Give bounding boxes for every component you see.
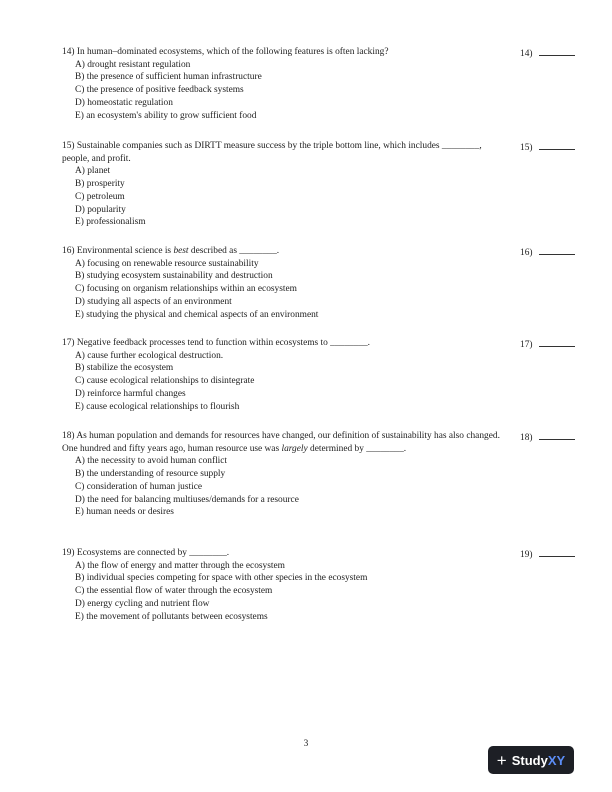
option-b: B) prosperity	[75, 179, 125, 190]
answer-number: 16)	[520, 248, 533, 258]
option-d: D) energy cycling and nutrient flow	[75, 598, 210, 609]
option-d: D) studying all aspects of an environment	[75, 296, 232, 307]
question-18-stem	[62, 430, 510, 455]
stem-text: 16) Environmental science is	[62, 246, 174, 256]
answer-number: 14)	[520, 49, 533, 59]
stem-text: 18) As human population and demands for resources have changed, our definition of sustainability has also changed. One hundred and fifty years ago, human resource use was	[62, 431, 500, 454]
answer-blank[interactable]	[539, 547, 575, 557]
option-b: B) the understanding of resource supply	[75, 469, 226, 480]
answer-number: 15)	[520, 143, 533, 153]
answer-slot-14	[520, 46, 574, 61]
option-a: A) focusing on renewable resource sustainability	[75, 258, 259, 269]
option-c: C) consideration of human justice	[75, 481, 203, 492]
question-17	[62, 337, 582, 413]
question-18-options	[62, 455, 582, 519]
page-number: 3	[303, 739, 309, 749]
option-e: E) human needs or desires	[75, 507, 174, 518]
option-d: D) reinforce harmful changes	[75, 388, 186, 399]
question-17-options	[62, 350, 582, 414]
question-16	[62, 245, 582, 321]
question-19	[62, 547, 582, 623]
option-e: E) cause ecological relationships to flourish	[75, 401, 240, 412]
option-c: C) cause ecological relationships to disintegrate	[75, 376, 255, 387]
answer-blank[interactable]	[539, 140, 575, 150]
option-a: A) the necessity to avoid human conflict	[75, 456, 228, 467]
answer-blank[interactable]	[539, 430, 575, 440]
question-17-stem: 17) Negative feedback processes tend to function within ecosystems to ________.	[62, 338, 370, 348]
option-e: E) studying the physical and chemical aspects of an environment	[75, 309, 319, 320]
answer-slot-18	[520, 430, 574, 445]
option-a: A) drought resistant regulation	[75, 59, 191, 70]
question-16-stem	[62, 245, 510, 258]
option-e: E) the movement of pollutants between ecosystems	[75, 611, 268, 622]
question-14-options	[62, 59, 582, 123]
option-b: B) stabilize the ecosystem	[75, 363, 174, 374]
answer-slot-17	[520, 337, 574, 352]
option-a: A) planet	[75, 166, 111, 177]
stem-emphasis: best	[173, 246, 189, 256]
option-a: A) cause further ecological destruction.	[75, 350, 224, 361]
question-15-stem: 15) Sustainable companies such as DIRTT measure success by the triple bottom line, which includes ________, people, and profit.	[62, 141, 482, 164]
answer-slot-16	[520, 245, 574, 260]
answer-number: 18)	[520, 433, 533, 443]
stem-text: described as ________.	[188, 246, 280, 256]
option-c: C) petroleum	[75, 191, 125, 202]
question-18	[62, 430, 582, 519]
answer-blank[interactable]	[539, 245, 575, 255]
stem-text: determined by ________.	[307, 443, 407, 454]
answer-slot-19	[520, 547, 574, 562]
answer-number: 19)	[520, 550, 533, 560]
option-d: D) homeostatic regulation	[75, 97, 173, 108]
logo-text-xy: XY	[547, 752, 566, 768]
option-e: E) professionalism	[75, 217, 146, 228]
option-b: B) the presence of sufficient human infrastructure	[75, 72, 262, 83]
option-c: C) focusing on organism relationships within an ecosystem	[75, 284, 297, 295]
answer-blank[interactable]	[539, 337, 575, 347]
studyxy-logo	[488, 746, 574, 774]
answer-slot-15	[520, 140, 574, 155]
question-19-options	[62, 560, 582, 624]
option-d: D) popularity	[75, 204, 126, 215]
question-14-stem: 14) In human–dominated ecosystems, which of the following features is often lacking?	[62, 47, 389, 57]
question-15-options	[62, 165, 582, 229]
logo-text-study: Study	[511, 752, 548, 768]
option-e: E) an ecosystem's ability to grow sufficient food	[75, 110, 257, 121]
question-19-stem: 19) Ecosystems are connected by ________.	[62, 548, 230, 558]
answer-blank[interactable]	[539, 46, 575, 56]
question-14	[62, 46, 582, 122]
stem-emphasis: largely	[281, 443, 308, 454]
option-d: D) the need for balancing multiuses/demands for a resource	[75, 494, 299, 505]
question-16-options	[62, 258, 582, 322]
answer-number: 17)	[520, 340, 533, 350]
option-c: C) the essential flow of water through the ecosystem	[75, 586, 273, 597]
plus-icon: +	[496, 750, 507, 770]
option-a: A) the flow of energy and matter through the ecosystem	[75, 560, 285, 571]
option-b: B) individual species competing for space with other species in the ecosystem	[75, 573, 368, 584]
option-b: B) studying ecosystem sustainability and destruction	[75, 271, 273, 282]
question-15	[62, 140, 582, 229]
option-c: C) the presence of positive feedback systems	[75, 85, 244, 96]
